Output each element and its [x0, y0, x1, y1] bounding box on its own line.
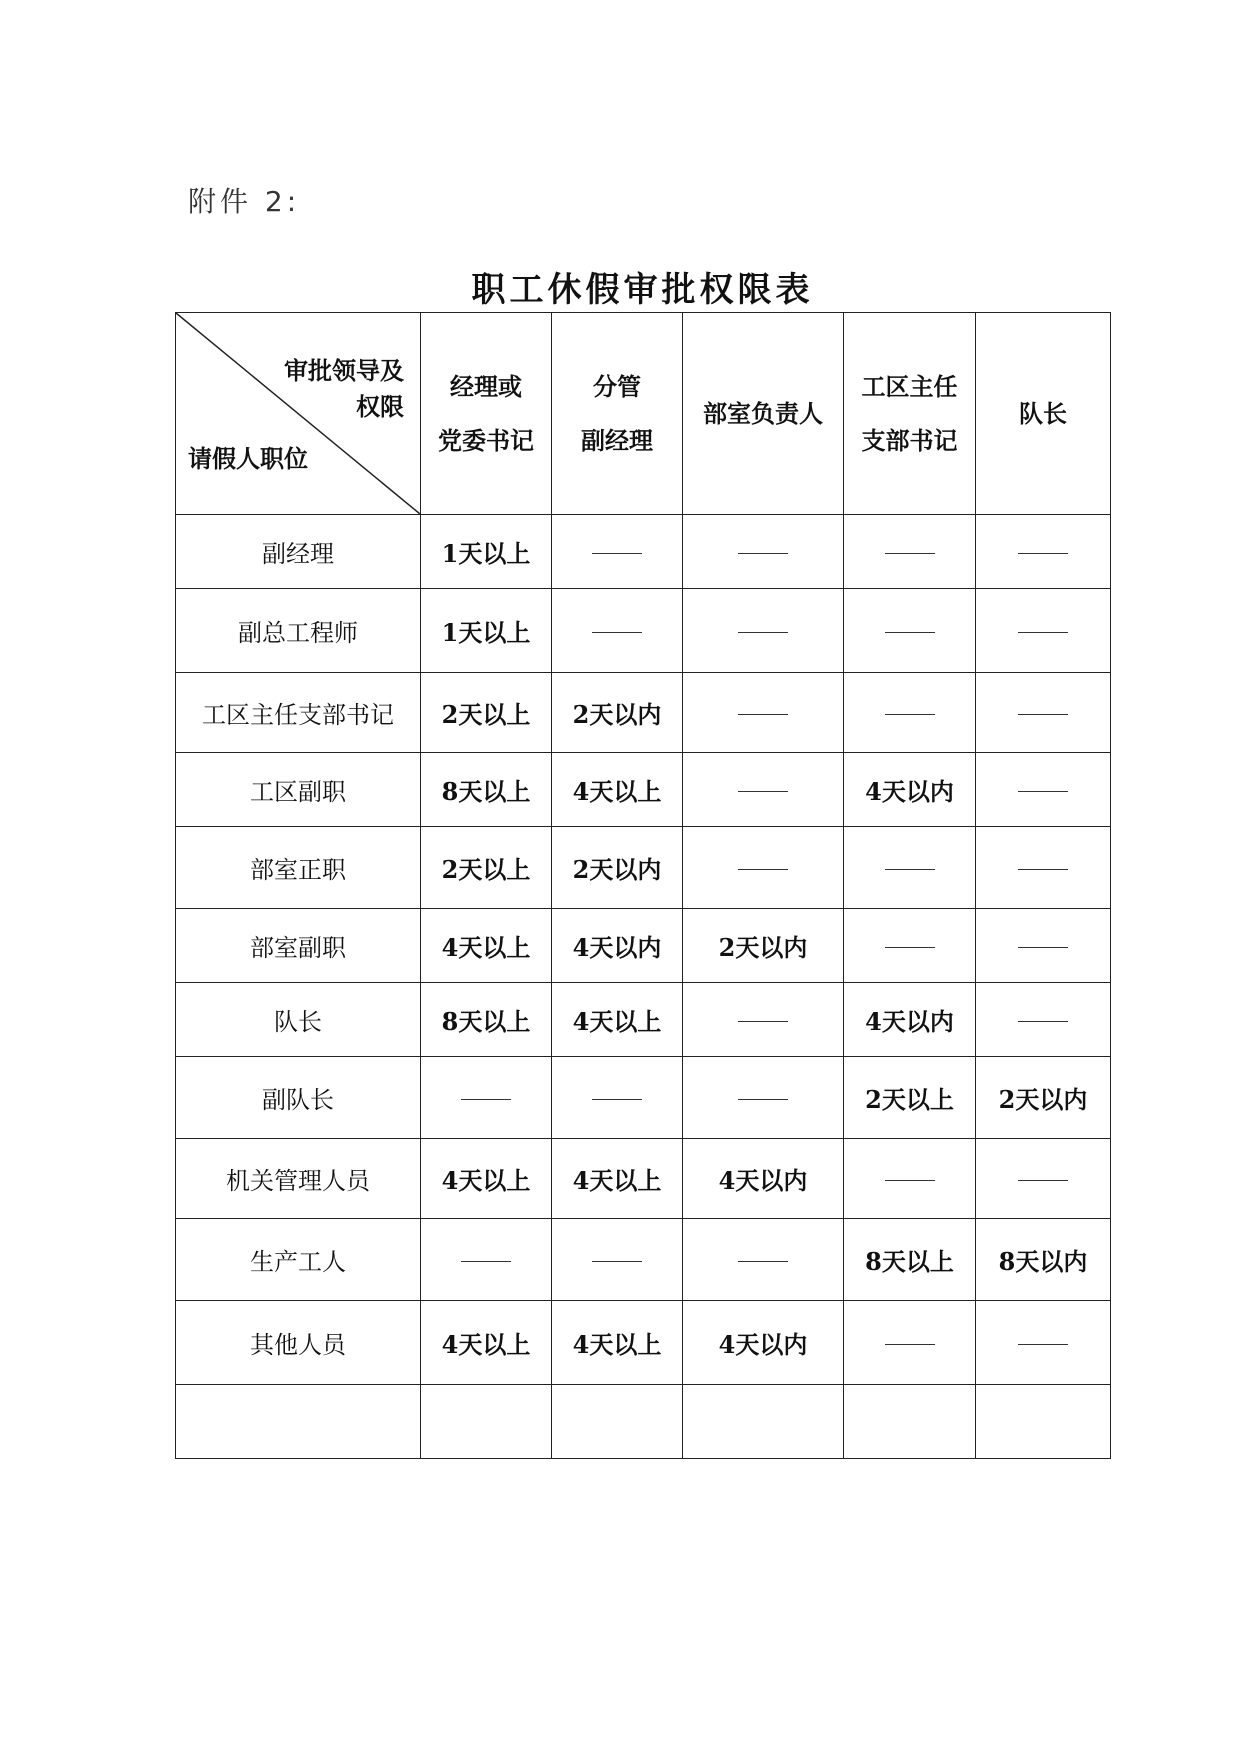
- dash-mark: [885, 1344, 935, 1345]
- approval-limit-cell: [683, 1385, 844, 1459]
- not-applicable-cell: [844, 1139, 976, 1219]
- not-applicable-cell: [844, 515, 976, 589]
- not-applicable-cell: [552, 589, 683, 673]
- dash-mark: [1018, 869, 1068, 870]
- approval-limit-cell: 2天以上: [844, 1057, 976, 1139]
- not-applicable-cell: [976, 909, 1111, 983]
- not-applicable-cell: [976, 673, 1111, 753]
- dash-mark: [885, 1180, 935, 1181]
- dash-mark: [592, 1099, 642, 1100]
- not-applicable-cell: [552, 1219, 683, 1301]
- not-applicable-cell: [976, 1139, 1111, 1219]
- approval-limit-cell: 2天以内: [683, 909, 844, 983]
- position-cell: 部室正职: [176, 827, 421, 909]
- approval-limit-cell: 1天以上: [421, 589, 552, 673]
- corner-approver-line1: 审批领导及: [284, 357, 404, 385]
- approval-limit-cell: 2天以上: [421, 827, 552, 909]
- approval-limit-cell: 8天以上: [421, 983, 552, 1057]
- not-applicable-cell: [421, 1219, 552, 1301]
- dash-mark: [1018, 553, 1068, 554]
- column-header-line: 分管: [593, 372, 641, 401]
- approval-limit-cell: 2天以上: [421, 673, 552, 753]
- dash-mark: [738, 553, 788, 554]
- dash-mark: [1018, 632, 1068, 633]
- not-applicable-cell: [976, 589, 1111, 673]
- dash-mark: [592, 1261, 642, 1262]
- column-header-line: 副经理: [581, 426, 653, 455]
- position-cell: 队长: [176, 983, 421, 1057]
- dash-mark: [738, 791, 788, 792]
- position-cell: 其他人员: [176, 1301, 421, 1385]
- approval-authority-table: [175, 312, 1111, 1459]
- approval-limit-cell: [552, 1385, 683, 1459]
- not-applicable-cell: [552, 1057, 683, 1139]
- dash-mark: [1018, 1344, 1068, 1345]
- approval-limit-cell: [976, 1385, 1111, 1459]
- dash-mark: [592, 553, 642, 554]
- table-row: [176, 673, 1111, 753]
- not-applicable-cell: [844, 673, 976, 753]
- dash-mark: [738, 714, 788, 715]
- not-applicable-cell: [976, 827, 1111, 909]
- not-applicable-cell: [683, 1057, 844, 1139]
- approval-limit-cell: 4天以内: [552, 909, 683, 983]
- approval-limit-cell: 4天以上: [552, 1301, 683, 1385]
- column-header-work-area-director: [844, 313, 976, 515]
- table-row: [176, 1385, 1111, 1459]
- column-header-manager: [421, 313, 552, 515]
- dash-mark: [738, 1021, 788, 1022]
- not-applicable-cell: [844, 589, 976, 673]
- not-applicable-cell: [552, 515, 683, 589]
- table-row: [176, 1139, 1111, 1219]
- dash-mark: [738, 1261, 788, 1262]
- position-cell: 副队长: [176, 1057, 421, 1139]
- approval-limit-cell: 2天以内: [552, 827, 683, 909]
- approval-limit-cell: 4天以上: [421, 909, 552, 983]
- position-cell: 生产工人: [176, 1219, 421, 1301]
- table-row: [176, 589, 1111, 673]
- column-header-line: 经理或: [450, 372, 522, 401]
- position-cell: 工区主任支部书记: [176, 673, 421, 753]
- approval-limit-cell: 4天以内: [683, 1301, 844, 1385]
- dash-mark: [885, 553, 935, 554]
- approval-limit-cell: 2天以内: [976, 1057, 1111, 1139]
- column-header-line: 工区主任: [861, 372, 958, 401]
- approval-limit-cell: 2天以内: [552, 673, 683, 753]
- dash-mark: [738, 869, 788, 870]
- approval-limit-cell: 4天以上: [552, 1139, 683, 1219]
- header-row: [176, 313, 1111, 515]
- dash-mark: [885, 632, 935, 633]
- table-row: [176, 1219, 1111, 1301]
- dash-mark: [1018, 947, 1068, 948]
- not-applicable-cell: [844, 827, 976, 909]
- position-cell: 部室副职: [176, 909, 421, 983]
- document-title: 职工休假审批权限表: [471, 270, 814, 310]
- dash-mark: [1018, 1021, 1068, 1022]
- position-cell: 工区副职: [176, 753, 421, 827]
- position-cell: 副总工程师: [176, 589, 421, 673]
- dash-mark: [1018, 1180, 1068, 1181]
- column-header-line: 队长: [1019, 399, 1067, 428]
- approval-limit-cell: 8天以上: [421, 753, 552, 827]
- approval-limit-cell: 4天以内: [844, 753, 976, 827]
- approval-limit-cell: 4天以上: [421, 1139, 552, 1219]
- not-applicable-cell: [683, 983, 844, 1057]
- table-row: [176, 827, 1111, 909]
- table-row: [176, 1301, 1111, 1385]
- approval-limit-cell: 4天以上: [552, 983, 683, 1057]
- table-row: [176, 515, 1111, 589]
- dash-mark: [1018, 714, 1068, 715]
- corner-approver-label: [254, 353, 404, 425]
- table-row: [176, 983, 1111, 1057]
- table-row: [176, 753, 1111, 827]
- table-row: [176, 1057, 1111, 1139]
- approval-limit-cell: 8天以上: [844, 1219, 976, 1301]
- not-applicable-cell: [421, 1057, 552, 1139]
- approval-limit-cell: [421, 1385, 552, 1459]
- dash-mark: [885, 947, 935, 948]
- approval-limit-cell: 4天以内: [844, 983, 976, 1057]
- corner-requester-label: 请假人职位: [188, 445, 308, 473]
- attachment-label: 附件 2:: [188, 185, 301, 218]
- dash-mark: [885, 869, 935, 870]
- dash-mark: [738, 1099, 788, 1100]
- approval-limit-cell: [844, 1385, 976, 1459]
- position-cell: 副经理: [176, 515, 421, 589]
- not-applicable-cell: [976, 515, 1111, 589]
- not-applicable-cell: [683, 673, 844, 753]
- not-applicable-cell: [976, 753, 1111, 827]
- corner-header-cell: [176, 313, 421, 515]
- approval-limit-cell: 4天以上: [421, 1301, 552, 1385]
- dash-mark: [461, 1099, 511, 1100]
- not-applicable-cell: [683, 515, 844, 589]
- not-applicable-cell: [844, 1301, 976, 1385]
- approval-limit-cell: 1天以上: [421, 515, 552, 589]
- not-applicable-cell: [976, 1301, 1111, 1385]
- table-row: [176, 909, 1111, 983]
- corner-approver-line2: 权限: [356, 393, 404, 421]
- not-applicable-cell: [683, 589, 844, 673]
- position-cell: [176, 1385, 421, 1459]
- column-header-line: 部室负责人: [703, 399, 823, 428]
- not-applicable-cell: [844, 909, 976, 983]
- dash-mark: [592, 632, 642, 633]
- approval-limit-cell: 4天以上: [552, 753, 683, 827]
- approval-limit-cell: 4天以内: [683, 1139, 844, 1219]
- dash-mark: [885, 714, 935, 715]
- column-header-department-head: [683, 313, 844, 515]
- not-applicable-cell: [976, 983, 1111, 1057]
- column-header-line: 支部书记: [861, 426, 958, 455]
- column-header-deputy-manager: [552, 313, 683, 515]
- column-header-line: 党委书记: [438, 426, 534, 455]
- dash-mark: [738, 632, 788, 633]
- not-applicable-cell: [683, 1219, 844, 1301]
- dash-mark: [1018, 791, 1068, 792]
- dash-mark: [461, 1261, 511, 1262]
- not-applicable-cell: [683, 827, 844, 909]
- table-body: [176, 515, 1111, 1459]
- approval-limit-cell: 8天以内: [976, 1219, 1111, 1301]
- not-applicable-cell: [683, 753, 844, 827]
- position-cell: 机关管理人员: [176, 1139, 421, 1219]
- column-header-team-leader: [976, 313, 1111, 515]
